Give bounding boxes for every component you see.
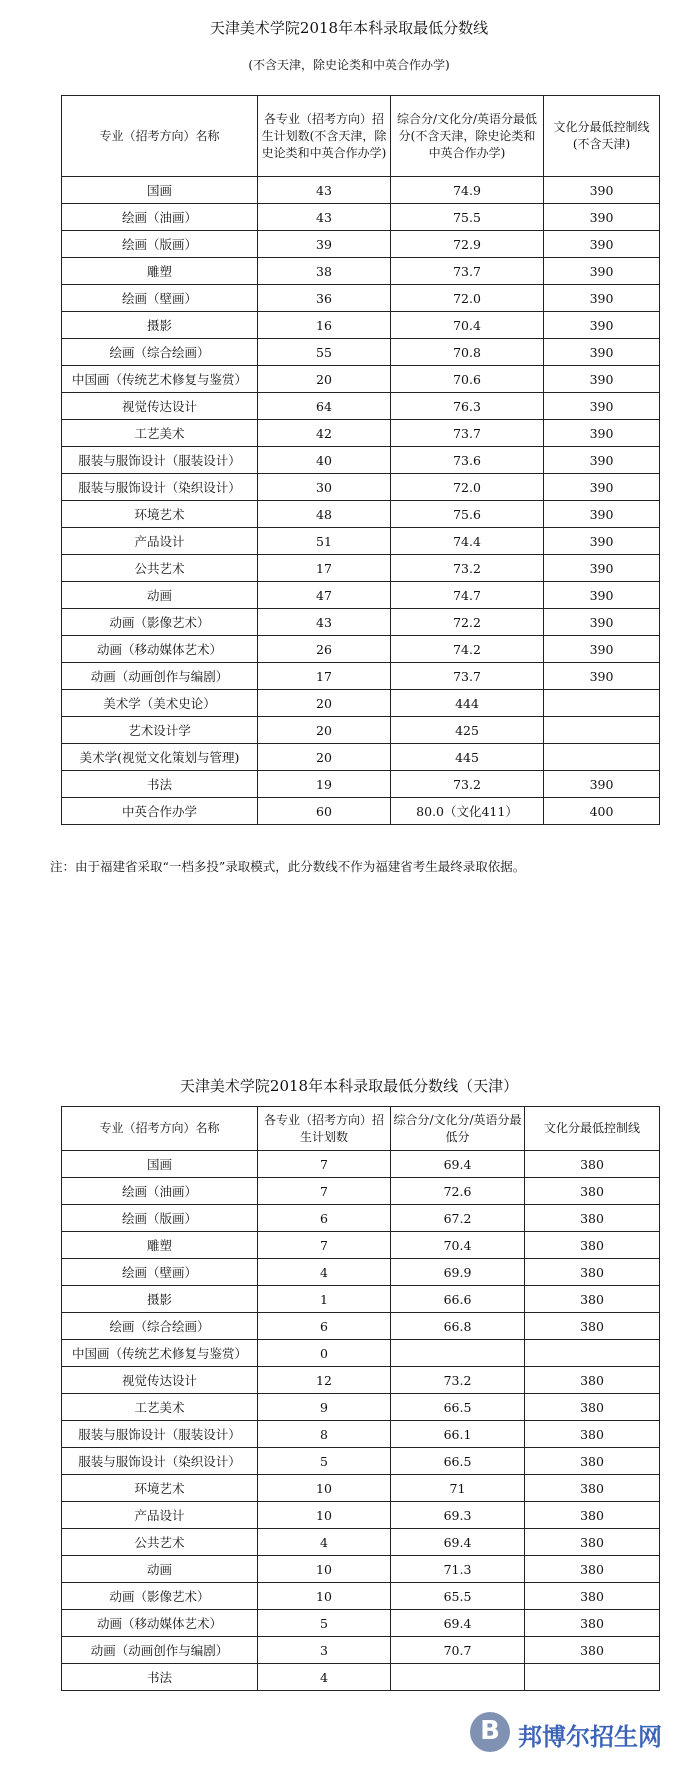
cell-line: 390: [544, 447, 660, 474]
cell-line: 380: [525, 1421, 660, 1448]
cell-plan: 7: [258, 1232, 391, 1259]
cell-plan: 64: [258, 393, 391, 420]
cell-score: 71.3: [391, 1556, 525, 1583]
table-row: [62, 717, 660, 744]
cell-major: 书法: [62, 771, 258, 798]
cell-major: 雕塑: [62, 258, 258, 285]
cell-score: [391, 1340, 525, 1367]
table-row: [62, 285, 660, 312]
cell-major: 摄影: [62, 312, 258, 339]
table-header-row: [62, 1107, 660, 1151]
cell-plan: 20: [258, 717, 391, 744]
cell-score: [391, 1664, 525, 1691]
cell-line: 380: [525, 1313, 660, 1340]
table-row: [62, 501, 660, 528]
cell-score: 70.4: [391, 1232, 525, 1259]
watermark-text: 邦博尔招生网: [518, 1723, 662, 1751]
cell-major: 工艺美术: [62, 420, 258, 447]
cell-score: 72.0: [391, 285, 544, 312]
cell-major: 动画（动画创作与编剧）: [62, 663, 258, 690]
table-header-row: [62, 96, 660, 177]
cell-major: 动画（动画创作与编剧）: [62, 1637, 258, 1664]
cell-major: 绘画（壁画）: [62, 285, 258, 312]
header-min-score: 综合分/文化分/英语分最低分(不含天津，除史论类和中英合作办学): [391, 96, 544, 177]
cell-plan: 10: [258, 1502, 391, 1529]
cell-major: 服装与服饰设计（服装设计）: [62, 447, 258, 474]
cell-major: 动画（移动媒体艺术）: [62, 636, 258, 663]
cell-plan: 36: [258, 285, 391, 312]
cell-plan: 7: [258, 1151, 391, 1178]
cell-major: 艺术设计学: [62, 717, 258, 744]
cell-score: 73.2: [391, 1367, 525, 1394]
cell-plan: 5: [258, 1448, 391, 1475]
cell-major: 产品设计: [62, 1502, 258, 1529]
cell-line: 380: [525, 1448, 660, 1475]
table-row: [62, 366, 660, 393]
cell-major: 绘画（油画）: [62, 204, 258, 231]
cell-line: 380: [525, 1502, 660, 1529]
cell-line: 390: [544, 312, 660, 339]
cell-plan: 10: [258, 1583, 391, 1610]
cell-score: 66.8: [391, 1313, 525, 1340]
cell-line: 380: [525, 1394, 660, 1421]
cell-plan: 43: [258, 177, 391, 204]
cell-major: 视觉传达设计: [62, 1367, 258, 1394]
cell-major: 中英合作办学: [62, 798, 258, 825]
cell-line: [525, 1664, 660, 1691]
cell-score: 69.4: [391, 1529, 525, 1556]
cell-major: 雕塑: [62, 1232, 258, 1259]
cell-line: 390: [544, 177, 660, 204]
cell-plan: 19: [258, 771, 391, 798]
cell-plan: 10: [258, 1475, 391, 1502]
header-major: 专业（招考方向）名称: [62, 1107, 258, 1151]
cell-score: 69.4: [391, 1610, 525, 1637]
cell-plan: 47: [258, 582, 391, 609]
table-row: [62, 1475, 660, 1502]
cell-plan: 17: [258, 663, 391, 690]
cell-line: 380: [525, 1583, 660, 1610]
cell-score: 75.6: [391, 501, 544, 528]
table-row: [62, 1448, 660, 1475]
cell-major: 美术学（美术史论）: [62, 690, 258, 717]
watermark: [470, 1708, 670, 1760]
header-min-score: 综合分/文化分/英语分最低分: [391, 1107, 525, 1151]
table-row: [62, 1205, 660, 1232]
cell-major: 视觉传达设计: [62, 393, 258, 420]
table-row: [62, 1259, 660, 1286]
cell-score: 66.5: [391, 1394, 525, 1421]
cell-plan: 4: [258, 1664, 391, 1691]
table-row: [62, 771, 660, 798]
admission-table-non-tianjin: [61, 95, 660, 825]
cell-major: 动画: [62, 1556, 258, 1583]
table2-title: 天津美术学院2018年本科录取最低分数线（天津）: [179, 1077, 519, 1095]
table-row: [62, 690, 660, 717]
cell-major: 产品设计: [62, 528, 258, 555]
table-row: [62, 744, 660, 771]
table-row: [62, 1556, 660, 1583]
cell-line: 390: [544, 609, 660, 636]
table-row: [62, 555, 660, 582]
table-row: [62, 420, 660, 447]
cell-line: 380: [525, 1637, 660, 1664]
cell-score: 70.4: [391, 312, 544, 339]
table-row: [62, 663, 660, 690]
cell-plan: 4: [258, 1259, 391, 1286]
table1-subtitle: (不含天津，除史论类和中英合作办学): [248, 58, 450, 72]
table-row: [62, 1232, 660, 1259]
cell-line: 380: [525, 1178, 660, 1205]
cell-plan: 26: [258, 636, 391, 663]
cell-line: 380: [525, 1556, 660, 1583]
table-row: [62, 1367, 660, 1394]
table-row: [62, 1421, 660, 1448]
cell-line: 390: [544, 771, 660, 798]
cell-score: 425: [391, 717, 544, 744]
cell-score: 73.6: [391, 447, 544, 474]
table-row: [62, 1178, 660, 1205]
cell-line: 390: [544, 339, 660, 366]
cell-line: 400: [544, 798, 660, 825]
table-row: [62, 1637, 660, 1664]
table-row: [62, 204, 660, 231]
table-row: [62, 339, 660, 366]
cell-major: 国画: [62, 1151, 258, 1178]
table-row: [62, 1286, 660, 1313]
cell-line: 380: [525, 1232, 660, 1259]
cell-plan: 6: [258, 1205, 391, 1232]
cell-major: 美术学(视觉文化策划与管理): [62, 744, 258, 771]
table-row: [62, 1664, 660, 1691]
cell-line: 390: [544, 474, 660, 501]
cell-line: 390: [544, 366, 660, 393]
cell-line: 380: [525, 1205, 660, 1232]
cell-major: 动画（影像艺术）: [62, 1583, 258, 1610]
cell-score: 74.4: [391, 528, 544, 555]
admission-table-tianjin: [61, 1106, 660, 1691]
cell-plan: 60: [258, 798, 391, 825]
cell-line: 390: [544, 501, 660, 528]
cell-major: 绘画（版画）: [62, 231, 258, 258]
cell-major: 绘画（综合绘画）: [62, 1313, 258, 1340]
cell-major: 环境艺术: [62, 1475, 258, 1502]
cell-score: 69.9: [391, 1259, 525, 1286]
cell-score: 72.2: [391, 609, 544, 636]
table-row: [62, 582, 660, 609]
cell-plan: 4: [258, 1529, 391, 1556]
cell-plan: 3: [258, 1637, 391, 1664]
fujian-note: 注：由于福建省采取“一档多投”录取模式，此分数线不作为福建省考生最终录取依据。: [50, 859, 526, 874]
cell-major: 工艺美术: [62, 1394, 258, 1421]
cell-plan: 20: [258, 690, 391, 717]
cell-score: 445: [391, 744, 544, 771]
cell-line: 380: [525, 1286, 660, 1313]
cell-plan: 0: [258, 1340, 391, 1367]
cell-major: 绘画（壁画）: [62, 1259, 258, 1286]
cell-score: 66.6: [391, 1286, 525, 1313]
cell-line: 390: [544, 204, 660, 231]
cell-major: 公共艺术: [62, 1529, 258, 1556]
header-major: 专业（招考方向）名称: [62, 96, 258, 177]
cell-line: 380: [525, 1529, 660, 1556]
cell-line: 380: [525, 1151, 660, 1178]
cell-score: 70.7: [391, 1637, 525, 1664]
cell-score: 73.2: [391, 771, 544, 798]
cell-plan: 40: [258, 447, 391, 474]
cell-plan: 7: [258, 1178, 391, 1205]
cell-plan: 6: [258, 1313, 391, 1340]
cell-major: 服装与服饰设计（染织设计）: [62, 474, 258, 501]
header-culture-line: 文化分最低控制线(不含天津): [544, 96, 660, 177]
cell-plan: 5: [258, 1610, 391, 1637]
cell-line: 390: [544, 285, 660, 312]
cell-score: 69.4: [391, 1151, 525, 1178]
cell-plan: 48: [258, 501, 391, 528]
cell-plan: 43: [258, 204, 391, 231]
cell-plan: 51: [258, 528, 391, 555]
cell-plan: 16: [258, 312, 391, 339]
cell-score: 73.7: [391, 663, 544, 690]
cell-major: 摄影: [62, 1286, 258, 1313]
cell-line: 390: [544, 258, 660, 285]
table-row: [62, 1151, 660, 1178]
table-row: [62, 258, 660, 285]
cell-score: 66.1: [391, 1421, 525, 1448]
cell-score: 73.2: [391, 555, 544, 582]
table-row: [62, 393, 660, 420]
cell-major: 绘画（油画）: [62, 1178, 258, 1205]
cell-major: 服装与服饰设计（染织设计）: [62, 1448, 258, 1475]
table-row: [62, 1583, 660, 1610]
cell-line: [544, 690, 660, 717]
table-row: [62, 1502, 660, 1529]
header-plan-count: 各专业（招考方向）招生计划数(不含天津，除史论类和中英合作办学): [258, 96, 391, 177]
cell-line: [544, 744, 660, 771]
cell-major: 绘画（版画）: [62, 1205, 258, 1232]
cell-score: 73.7: [391, 420, 544, 447]
cell-line: 390: [544, 555, 660, 582]
header-culture-line: 文化分最低控制线: [525, 1107, 660, 1151]
cell-score: 74.9: [391, 177, 544, 204]
table-row: [62, 1529, 660, 1556]
cell-score: 76.3: [391, 393, 544, 420]
cell-line: [544, 717, 660, 744]
cell-plan: 17: [258, 555, 391, 582]
cell-plan: 55: [258, 339, 391, 366]
cell-score: 70.6: [391, 366, 544, 393]
table-row: [62, 1610, 660, 1637]
cell-score: 71: [391, 1475, 525, 1502]
cell-major: 动画（影像艺术）: [62, 609, 258, 636]
cell-line: 390: [544, 231, 660, 258]
cell-plan: 1: [258, 1286, 391, 1313]
cell-major: 书法: [62, 1664, 258, 1691]
cell-plan: 30: [258, 474, 391, 501]
header-plan-count: 各专业（招考方向）招生计划数: [258, 1107, 391, 1151]
table-row: [62, 1313, 660, 1340]
cell-score: 72.9: [391, 231, 544, 258]
table-row: [62, 798, 660, 825]
table-row: [62, 528, 660, 555]
cell-line: 390: [544, 420, 660, 447]
cell-score: 75.5: [391, 204, 544, 231]
cell-score: 70.8: [391, 339, 544, 366]
cell-score: 69.3: [391, 1502, 525, 1529]
cell-score: 65.5: [391, 1583, 525, 1610]
cell-major: 服装与服饰设计（服装设计）: [62, 1421, 258, 1448]
cell-line: 380: [525, 1259, 660, 1286]
table-row: [62, 312, 660, 339]
cell-plan: 38: [258, 258, 391, 285]
cell-plan: 20: [258, 744, 391, 771]
cell-score: 72.6: [391, 1178, 525, 1205]
cell-line: 390: [544, 663, 660, 690]
cell-line: 390: [544, 636, 660, 663]
table-row: [62, 447, 660, 474]
table-row: [62, 636, 660, 663]
table-row: [62, 474, 660, 501]
table1-title: 天津美术学院2018年本科录取最低分数线: [209, 19, 489, 37]
cell-plan: 43: [258, 609, 391, 636]
watermark-logo-icon: B: [470, 1712, 510, 1752]
cell-plan: 20: [258, 366, 391, 393]
cell-line: 390: [544, 393, 660, 420]
cell-major: 绘画（综合绘画）: [62, 339, 258, 366]
cell-score: 73.7: [391, 258, 544, 285]
cell-major: 中国画（传统艺术修复与鉴赏）: [62, 1340, 258, 1367]
cell-major: 动画（移动媒体艺术）: [62, 1610, 258, 1637]
cell-score: 72.0: [391, 474, 544, 501]
cell-score: 444: [391, 690, 544, 717]
cell-major: 动画: [62, 582, 258, 609]
cell-major: 环境艺术: [62, 501, 258, 528]
table-row: [62, 1394, 660, 1421]
cell-line: 380: [525, 1475, 660, 1502]
cell-major: 中国画（传统艺术修复与鉴赏）: [62, 366, 258, 393]
cell-plan: 10: [258, 1556, 391, 1583]
cell-plan: 9: [258, 1394, 391, 1421]
cell-line: [525, 1340, 660, 1367]
cell-score: 80.0（文化411）: [391, 798, 544, 825]
cell-score: 74.7: [391, 582, 544, 609]
cell-plan: 8: [258, 1421, 391, 1448]
cell-plan: 12: [258, 1367, 391, 1394]
cell-line: 390: [544, 582, 660, 609]
cell-line: 390: [544, 528, 660, 555]
cell-score: 74.2: [391, 636, 544, 663]
cell-plan: 39: [258, 231, 391, 258]
cell-line: 380: [525, 1367, 660, 1394]
cell-major: 公共艺术: [62, 555, 258, 582]
cell-plan: 42: [258, 420, 391, 447]
table-row: [62, 609, 660, 636]
table-row: [62, 177, 660, 204]
cell-major: 国画: [62, 177, 258, 204]
table-row: [62, 1340, 660, 1367]
cell-score: 67.2: [391, 1205, 525, 1232]
cell-score: 66.5: [391, 1448, 525, 1475]
table-row: [62, 231, 660, 258]
cell-line: 380: [525, 1610, 660, 1637]
